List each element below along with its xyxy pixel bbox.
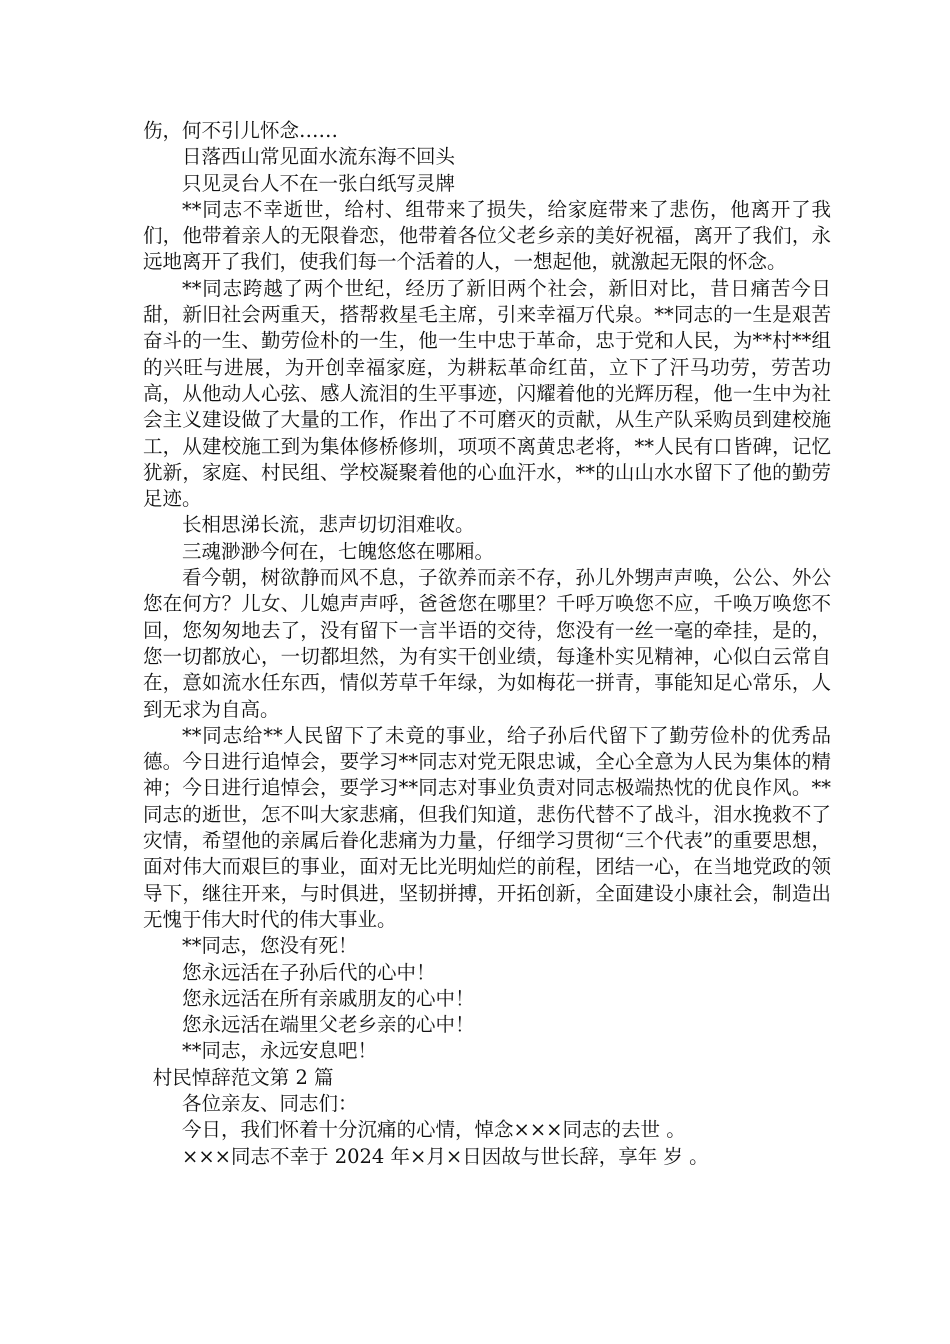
section-heading: 村民悼辞范文第 2 篇: [152, 1065, 334, 1089]
salutation: 各位亲友、同志们：: [182, 1091, 358, 1115]
paragraph-continuation: 伤，何不引儿怀念……: [143, 119, 339, 142]
verse-line: 只见灵台人不在一张白纸写灵牌: [182, 171, 456, 195]
body-paragraph: **同志跨越了两个世纪，经历了新旧两个社会，新旧对比，昔日痛苦今日甜，新旧社会两重天，搭帮救星毛主席，引来幸福万代泉。**同志的一生是艰苦奋斗的一生、勤劳俭朴的一生，他一生中忠于革命，忠于党和人民，为**村**组的兴旺与进展，为开创幸福家庭，为耕耘革命红苗，立下了汗马功劳，劳苦功高，从他动人心弦、感人流泪的生平事迹，闪耀着他的光辉历程，他一生中为社会主义建设做了大量的工作，作出了不可磨灭的贡献，从生产队采购员到建校施工，从建校施工到为集体修桥修圳，项项不离黄忠老将，**人民有口皆碑，记忆犹新，家庭、村民组、学校凝聚着他的心血汗水，**的山山水水留下了他的勤劳足迹。: [143, 276, 831, 511]
body-paragraph: **同志给**人民留下了未竟的事业，给子孙后代留下了勤劳俭朴的优秀品德。今日进行追悼会，要学习**同志对党无限忠诚，全心全意为人民为集体的精神；今日进行追悼会，要学习**同志对事业负责对同志极端热忱的优良作风。**同志的逝世，怎不叫大家悲痛，但我们知道，悲伤代替不了战斗，泪水挽救不了灾情，希望他的亲属后眷化悲痛为力量，仔细学习贯彻“三个代表”的重要思想，面对伟大而艰巨的事业，面对无比光明灿烂的前程，团结一心，在当地党政的领导下，继往开来，与时俱进，坚韧拼搏，开拓创新，全面建设小康社会，制造出无愧于伟大时代的伟大事业。: [143, 723, 831, 931]
tribute-line: 您永远活在所有亲戚朋友的心中！: [182, 986, 475, 1010]
body-paragraph: **同志不幸逝世，给村、组带来了损失，给家庭带来了悲伤，他离开了我们，他带着亲人的无限眷恋，他带着各位父老乡亲的美好祝福，离开了我们，永远地离开了我们，使我们每一个活着的人，一想起他，就激起无限的怀念。: [143, 197, 831, 274]
body-line: ×××同志不幸于 2024 年×月×日因故与世长辞，享年 岁 。: [182, 1144, 709, 1168]
document-page: [143, 118, 831, 1170]
tribute-line: 您永远活在端里父老乡亲的心中！: [182, 1013, 475, 1037]
verse-line: 长相思涕长流，悲声切切泪难收。: [182, 513, 475, 537]
body-paragraph: 看今朝，树欲静而风不息，子欲养而亲不存，孙儿外甥声声唤，公公、外公您在何方？儿女、儿媳声声呼，爸爸您在哪里？千呼万唤您不应，千唤万唤您不回，您匆匆地去了，没有留下一言半语的交待，您没有一丝一毫的牵挂，是的，您一切都放心，一切都坦然，为有实干创业绩，每逢朴实见精神，心似白云常自在，意如流水任东西，情似芳草千年绿，为如梅花一拼青，事能知足心常乐，人到无求为自高。: [143, 566, 831, 721]
tribute-line: 您永远活在子孙后代的心中！: [182, 960, 436, 984]
verse-line: 日落西山常见面水流东海不回头: [182, 145, 456, 169]
tribute-line: **同志，您没有死！: [182, 934, 358, 958]
tribute-line: **同志，永远安息吧！: [182, 1039, 378, 1063]
verse-line: 三魂渺渺今何在，七魄悠悠在哪厢。: [182, 539, 495, 563]
body-line: 今日，我们怀着十分沉痛的心情，悼念×××同志的去世 。: [182, 1118, 686, 1142]
